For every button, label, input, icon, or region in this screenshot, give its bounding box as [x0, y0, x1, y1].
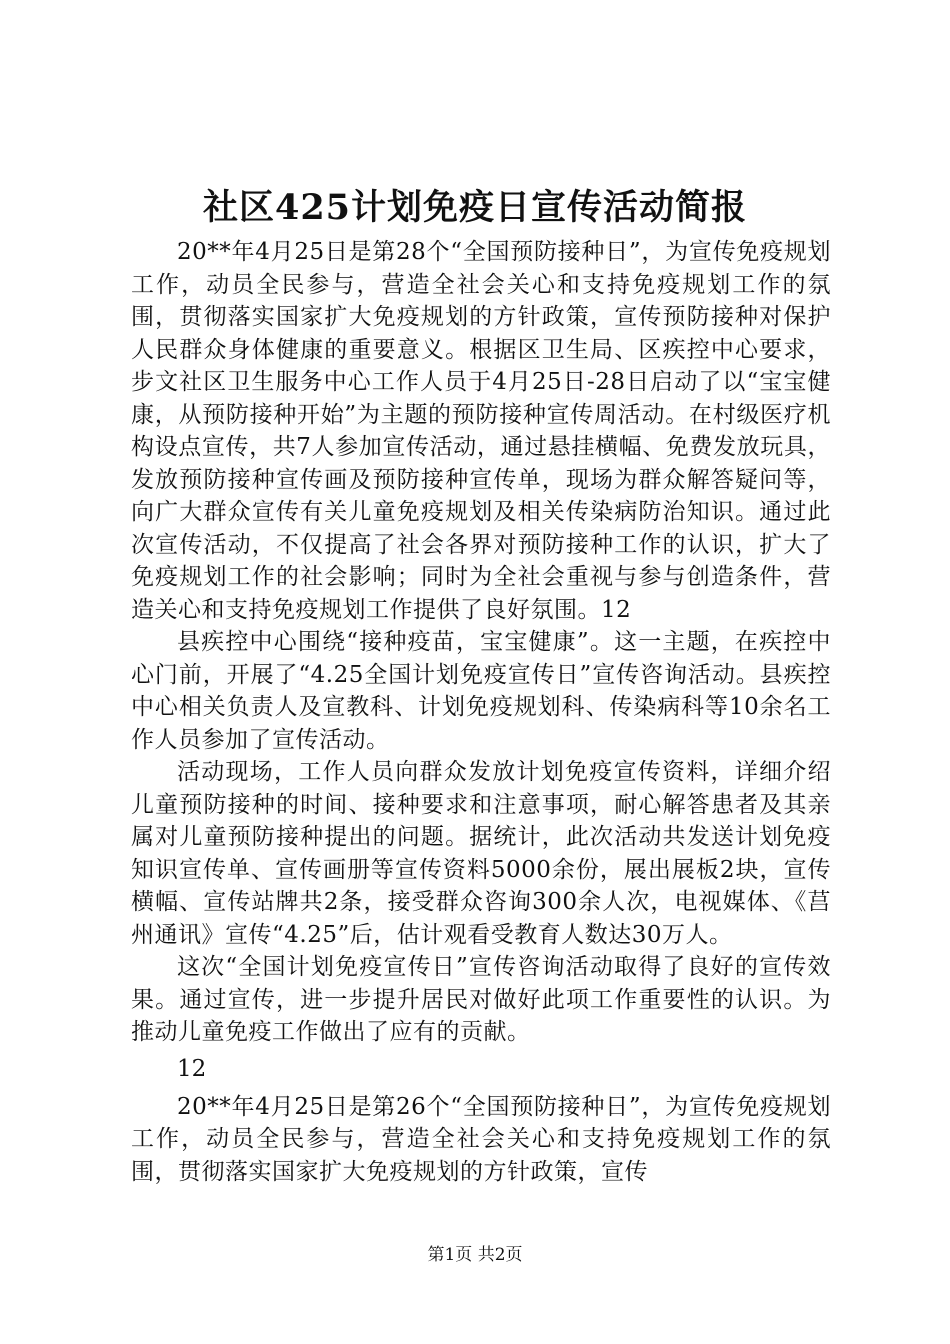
page-number-label: 第1页 共2页 — [427, 1245, 523, 1265]
paragraph-1: 20**年4月25日是第28个“全国预防接种日”，为宣传免疫规划工作，动员全民参与，营造全社会关心和支持免疫规划工作的氛围，贯彻落实国家扩大免疫规划的方针政策，宣传预防接种对保护人民群众身体健康的重要意义。根据区卫生局、区疾控中心要求，步文社区卫生服务中心工作人员于4月25日-28日启动了以“宝宝健康，从预防接种开始”为主题的预防接种宣传周活动。在村级医疗机构设点宣传，共7人参加宣传活动，通过悬挂横幅、免费发放玩具，发放预防接种宣传画及预防接种宣传单，现场为群众解答疑问等，向广大群众宣传有关儿童免疫规划及相关传染病防治知识。通过此次宣传活动，不仅提高了社会各界对预防接种工作的认识，扩大了免疫规划工作的社会影响；同时为全社会重视与参与创造条件，营造关心和支持免疫规划工作提供了良好氛围。12 — [131, 239, 831, 623]
document-title: 社区425计划免疫日宣传活动简报 — [202, 187, 748, 228]
number-line: 12 — [177, 1055, 207, 1082]
document-body — [131, 236, 831, 1188]
paragraph-5: 20**年4月25日是第26个“全国预防接种日”，为宣传免疫规划工作，动员全民参与，营造全社会关心和支持免疫规划工作的氛围，贯彻落实国家扩大免疫规划的方针政策，宣传 — [131, 1093, 831, 1185]
page-footer — [0, 1243, 950, 1267]
paragraph-4: 这次“全国计划免疫宣传日”宣传咨询活动取得了良好的宣传效果。通过宣传，进一步提升居民对做好此项工作重要性的认识。为推动儿童免疫工作做出了应有的贡献。 — [131, 954, 831, 1045]
paragraph-2: 县疾控中心围绕“接种疫苗，宝宝健康”。这一主题，在疾控中心门前，开展了“4.25全国计划免疫宣传日”宣传咨询活动。县疾控中心相关负责人及宣教科、计划免疫规划科、传染病科等10余名工作人员参加了宣传活动。 — [131, 629, 831, 753]
paragraph-3: 活动现场，工作人员向群众发放计划免疫宣传资料，详细介绍儿童预防接种的时间、接种要求和注意事项，耐心解答患者及其亲属对儿童预防接种提出的问题。据统计，此次活动共发送计划免疫知识宣传单、宣传画册等宣传资料5000余份，展出展板2块，宣传横幅、宣传站牌共2条，接受群众咨询300余人次，电视媒体、《莒州通讯》宣传“4.25”后，估计观看受教育人数达30万人。 — [131, 759, 831, 948]
